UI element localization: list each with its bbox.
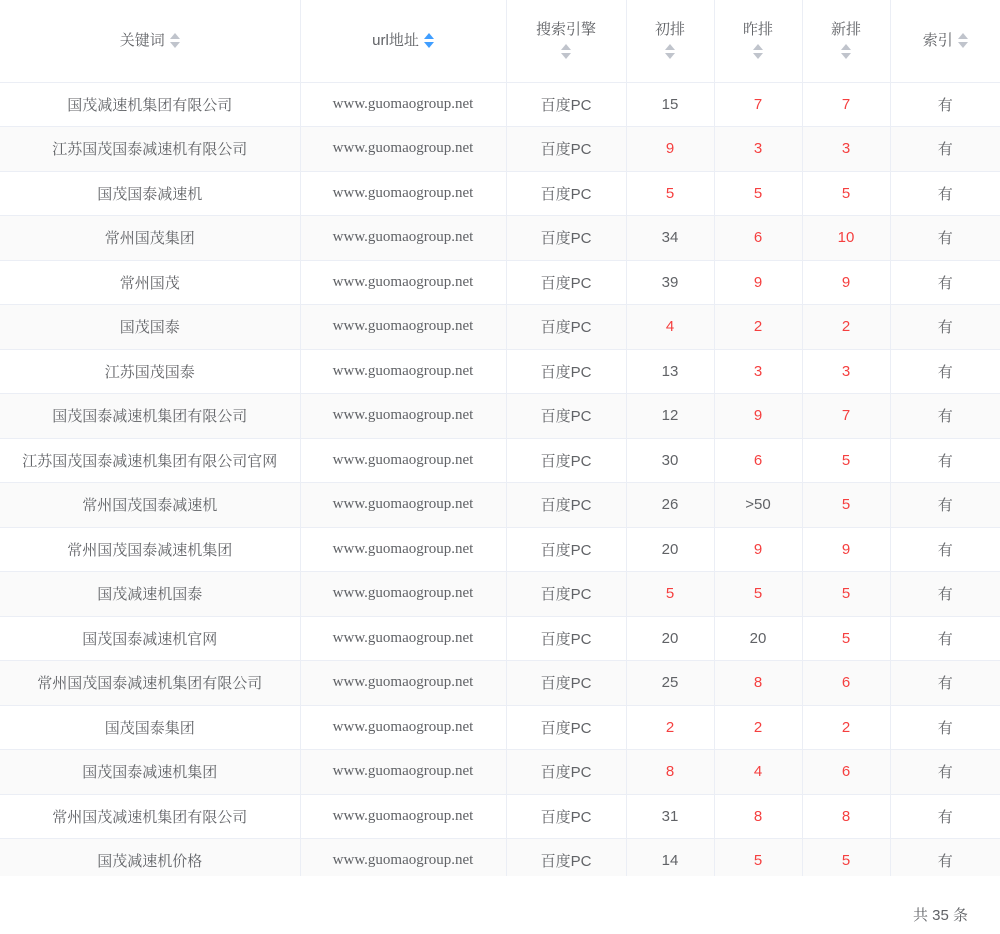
table-row[interactable]: [0, 527, 1000, 572]
cell-first-rank: 13: [626, 349, 714, 394]
sort-caret-icon[interactable]: [665, 42, 675, 62]
cell-keyword: 国茂减速机集团有限公司: [0, 82, 300, 127]
cell-index: 有: [890, 572, 1000, 617]
cell-first-rank: 12: [626, 394, 714, 439]
cell-engine: 百度PC: [506, 572, 626, 617]
cell-engine: 百度PC: [506, 616, 626, 661]
cell-new-rank: 5: [802, 438, 890, 483]
table-header: [0, 0, 1000, 82]
cell-first-rank: 30: [626, 438, 714, 483]
cell-first-rank: 20: [626, 616, 714, 661]
table-row[interactable]: [0, 438, 1000, 483]
column-header-yesterday-rank[interactable]: [714, 0, 802, 82]
cell-index: 有: [890, 349, 1000, 394]
column-header-index[interactable]: [890, 0, 1000, 82]
cell-keyword: 常州国茂国泰减速机: [0, 483, 300, 528]
cell-url: www.guomaogroup.net: [300, 705, 506, 750]
cell-yesterday-rank: 4: [714, 750, 802, 795]
cell-engine: 百度PC: [506, 260, 626, 305]
cell-keyword: 国茂国泰减速机: [0, 171, 300, 216]
cell-yesterday-rank: 3: [714, 127, 802, 172]
cell-first-rank: 39: [626, 260, 714, 305]
total-count-label: 共 35 条: [912, 907, 968, 924]
cell-first-rank: 25: [626, 661, 714, 706]
cell-url: www.guomaogroup.net: [300, 794, 506, 839]
cell-new-rank: 5: [802, 616, 890, 661]
cell-url: www.guomaogroup.net: [300, 216, 506, 261]
column-header-engine-label: 搜索引擎: [535, 20, 596, 38]
table-row[interactable]: [0, 127, 1000, 172]
sort-caret-icon[interactable]: [958, 31, 968, 51]
cell-new-rank: 5: [802, 171, 890, 216]
cell-url: www.guomaogroup.net: [300, 616, 506, 661]
cell-yesterday-rank: 3: [714, 349, 802, 394]
table-row[interactable]: [0, 572, 1000, 617]
column-header-yesterday-rank-label: 昨排: [742, 20, 773, 38]
cell-new-rank: 8: [802, 794, 890, 839]
cell-index: 有: [890, 82, 1000, 127]
cell-yesterday-rank: 8: [714, 794, 802, 839]
table-row[interactable]: [0, 305, 1000, 350]
cell-yesterday-rank: 5: [714, 572, 802, 617]
table-header-row: [0, 0, 1000, 82]
cell-url: www.guomaogroup.net: [300, 127, 506, 172]
column-header-url[interactable]: [300, 0, 506, 82]
cell-keyword: 国茂国泰: [0, 305, 300, 350]
cell-yesterday-rank: 5: [714, 171, 802, 216]
cell-url: www.guomaogroup.net: [300, 839, 506, 877]
cell-engine: 百度PC: [506, 82, 626, 127]
sort-caret-icon[interactable]: [841, 42, 851, 62]
cell-engine: 百度PC: [506, 438, 626, 483]
cell-engine: 百度PC: [506, 305, 626, 350]
cell-first-rank: 26: [626, 483, 714, 528]
column-header-keyword[interactable]: [0, 0, 300, 82]
cell-index: 有: [890, 616, 1000, 661]
cell-keyword: 常州国茂国泰减速机集团: [0, 527, 300, 572]
table-row[interactable]: [0, 839, 1000, 877]
cell-keyword: 江苏国茂国泰: [0, 349, 300, 394]
cell-index: 有: [890, 216, 1000, 261]
cell-yesterday-rank: 7: [714, 82, 802, 127]
table-row[interactable]: [0, 750, 1000, 795]
cell-engine: 百度PC: [506, 527, 626, 572]
cell-yesterday-rank: >50: [714, 483, 802, 528]
cell-engine: 百度PC: [506, 127, 626, 172]
table-row[interactable]: [0, 794, 1000, 839]
cell-engine: 百度PC: [506, 705, 626, 750]
table-row[interactable]: [0, 705, 1000, 750]
cell-new-rank: 10: [802, 216, 890, 261]
cell-new-rank: 6: [802, 661, 890, 706]
cell-index: 有: [890, 394, 1000, 439]
column-header-first-rank[interactable]: [626, 0, 714, 82]
cell-keyword: 江苏国茂国泰减速机有限公司: [0, 127, 300, 172]
sort-caret-icon[interactable]: [753, 42, 763, 62]
cell-first-rank: 20: [626, 527, 714, 572]
sort-caret-icon[interactable]: [424, 31, 434, 51]
cell-yesterday-rank: 2: [714, 305, 802, 350]
cell-engine: 百度PC: [506, 794, 626, 839]
cell-yesterday-rank: 9: [714, 394, 802, 439]
cell-engine: 百度PC: [506, 750, 626, 795]
cell-keyword: 国茂减速机国泰: [0, 572, 300, 617]
cell-index: 有: [890, 527, 1000, 572]
cell-first-rank: 2: [626, 705, 714, 750]
cell-new-rank: 9: [802, 260, 890, 305]
cell-first-rank: 8: [626, 750, 714, 795]
table-footer: [0, 890, 1000, 934]
table-body: [0, 82, 1000, 876]
cell-index: 有: [890, 438, 1000, 483]
cell-keyword: 常州国茂集团: [0, 216, 300, 261]
cell-engine: 百度PC: [506, 394, 626, 439]
cell-keyword: 国茂国泰集团: [0, 705, 300, 750]
table-row[interactable]: [0, 171, 1000, 216]
cell-keyword: 国茂国泰减速机官网: [0, 616, 300, 661]
cell-new-rank: 3: [802, 349, 890, 394]
cell-keyword: 常州国茂减速机集团有限公司: [0, 794, 300, 839]
cell-yesterday-rank: 9: [714, 260, 802, 305]
cell-yesterday-rank: 9: [714, 527, 802, 572]
table-row[interactable]: [0, 616, 1000, 661]
cell-engine: 百度PC: [506, 483, 626, 528]
cell-index: 有: [890, 750, 1000, 795]
cell-engine: 百度PC: [506, 839, 626, 877]
cell-url: www.guomaogroup.net: [300, 171, 506, 216]
cell-index: 有: [890, 305, 1000, 350]
column-header-engine[interactable]: [506, 0, 626, 82]
column-header-keyword-label: 关键词: [119, 31, 165, 49]
cell-url: www.guomaogroup.net: [300, 82, 506, 127]
table-row[interactable]: [0, 483, 1000, 528]
cell-yesterday-rank: 2: [714, 705, 802, 750]
cell-index: 有: [890, 171, 1000, 216]
cell-keyword: 常州国茂国泰减速机集团有限公司: [0, 661, 300, 706]
column-header-first-rank-label: 初排: [654, 20, 685, 38]
table-row[interactable]: [0, 260, 1000, 305]
cell-url: www.guomaogroup.net: [300, 527, 506, 572]
cell-first-rank: 4: [626, 305, 714, 350]
cell-new-rank: 5: [802, 483, 890, 528]
column-header-new-rank-label: 新排: [830, 20, 861, 38]
cell-yesterday-rank: 5: [714, 839, 802, 877]
cell-index: 有: [890, 127, 1000, 172]
table-row[interactable]: [0, 216, 1000, 261]
cell-index: 有: [890, 260, 1000, 305]
cell-new-rank: 7: [802, 82, 890, 127]
cell-new-rank: 5: [802, 839, 890, 877]
horizontal-scrollbar-track[interactable]: [0, 876, 1000, 890]
cell-keyword: 江苏国茂国泰减速机集团有限公司官网: [0, 438, 300, 483]
cell-new-rank: 6: [802, 750, 890, 795]
cell-engine: 百度PC: [506, 661, 626, 706]
cell-index: 有: [890, 794, 1000, 839]
cell-url: www.guomaogroup.net: [300, 260, 506, 305]
cell-index: 有: [890, 705, 1000, 750]
cell-first-rank: 5: [626, 572, 714, 617]
cell-keyword: 常州国茂: [0, 260, 300, 305]
cell-url: www.guomaogroup.net: [300, 572, 506, 617]
table-row[interactable]: [0, 82, 1000, 127]
cell-keyword: 国茂国泰减速机集团有限公司: [0, 394, 300, 439]
cell-index: 有: [890, 483, 1000, 528]
cell-new-rank: 9: [802, 527, 890, 572]
cell-first-rank: 31: [626, 794, 714, 839]
table-row[interactable]: [0, 349, 1000, 394]
cell-url: www.guomaogroup.net: [300, 305, 506, 350]
sort-caret-icon[interactable]: [170, 31, 180, 51]
cell-first-rank: 14: [626, 839, 714, 877]
cell-yesterday-rank: 6: [714, 216, 802, 261]
cell-engine: 百度PC: [506, 349, 626, 394]
column-header-url-label: url地址: [372, 31, 419, 49]
cell-new-rank: 3: [802, 127, 890, 172]
cell-index: 有: [890, 839, 1000, 877]
cell-url: www.guomaogroup.net: [300, 394, 506, 439]
cell-first-rank: 5: [626, 171, 714, 216]
cell-index: 有: [890, 661, 1000, 706]
column-header-index-label: 索引: [922, 31, 953, 49]
cell-yesterday-rank: 20: [714, 616, 802, 661]
cell-first-rank: 9: [626, 127, 714, 172]
cell-url: www.guomaogroup.net: [300, 750, 506, 795]
column-header-new-rank[interactable]: [802, 0, 890, 82]
cell-first-rank: 15: [626, 82, 714, 127]
sort-caret-icon[interactable]: [561, 42, 571, 62]
cell-keyword: 国茂国泰减速机集团: [0, 750, 300, 795]
cell-new-rank: 2: [802, 705, 890, 750]
cell-url: www.guomaogroup.net: [300, 661, 506, 706]
cell-first-rank: 34: [626, 216, 714, 261]
cell-url: www.guomaogroup.net: [300, 438, 506, 483]
cell-yesterday-rank: 8: [714, 661, 802, 706]
cell-engine: 百度PC: [506, 216, 626, 261]
cell-yesterday-rank: 6: [714, 438, 802, 483]
cell-new-rank: 7: [802, 394, 890, 439]
cell-engine: 百度PC: [506, 171, 626, 216]
table-row[interactable]: [0, 394, 1000, 439]
cell-keyword: 国茂减速机价格: [0, 839, 300, 877]
cell-new-rank: 5: [802, 572, 890, 617]
cell-new-rank: 2: [802, 305, 890, 350]
cell-url: www.guomaogroup.net: [300, 483, 506, 528]
table-row[interactable]: [0, 661, 1000, 706]
cell-url: www.guomaogroup.net: [300, 349, 506, 394]
